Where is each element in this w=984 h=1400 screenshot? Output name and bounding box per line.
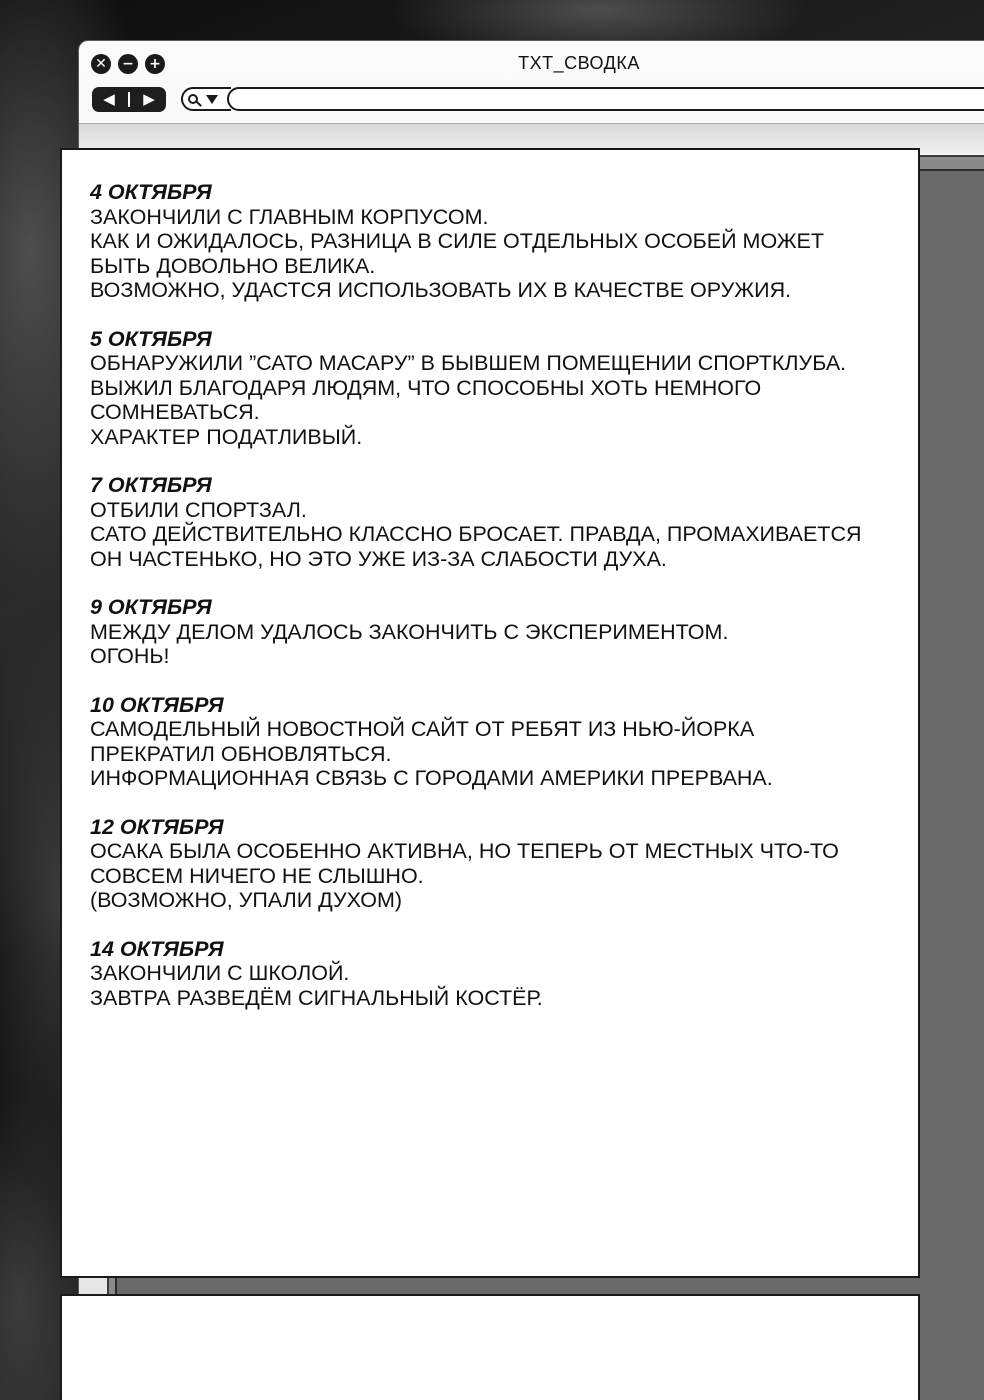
log-entry <box>90 473 920 571</box>
entry-line: ОТБИЛИ СПОРТЗАЛ. <box>90 497 307 522</box>
entry-line: ЗАВТРА РАЗВЕДЁМ СИГНАЛЬНЫЙ КОСТЁР. <box>90 985 543 1010</box>
entry-line: КАК И ОЖИДАЛОСЬ, РАЗНИЦА В СИЛЕ ОТДЕЛЬНЫХ ОСОБЕЙ МОЖЕТ <box>90 229 825 253</box>
window-title: TXT_СВОДКА <box>518 53 640 73</box>
close-icon[interactable]: ✕ <box>91 54 111 74</box>
entry-date: 14 ОКТЯБРЯ <box>90 936 224 961</box>
entry-line: ХАРАКТЕР ПОДАТЛИВЫЙ. <box>90 424 363 449</box>
entry-line: ОБНАРУЖИЛИ ”САТО МАСАРУ” В БЫВШЕМ ПОМЕЩЕНИИ СПОРТКЛУБА. <box>90 351 847 375</box>
entry-line: ИНФОРМАЦИОННАЯ СВЯЗЬ С ГОРОДАМИ АМЕРИКИ ПРЕРВАНА. <box>90 766 773 790</box>
next-document-page <box>60 1294 920 1400</box>
log-text <box>90 180 920 1034</box>
forward-arrow-icon[interactable]: ▶ <box>143 90 155 108</box>
log-entry <box>90 180 920 303</box>
nav-divider <box>128 92 130 107</box>
document-page <box>60 148 920 1278</box>
entry-date: 5 ОКТЯБРЯ <box>90 326 212 351</box>
search-menu-button[interactable] <box>181 87 231 111</box>
entry-line: СОВСЕМ НИЧЕГО НЕ СЛЫШНО. <box>90 863 424 888</box>
log-entry <box>90 693 920 791</box>
entry-line: ЗАКОНЧИЛИ С ГЛАВНЫМ КОРПУСОМ. <box>90 204 489 229</box>
dropdown-icon <box>206 95 218 104</box>
entry-line: САМОДЕЛЬНЫЙ НОВОСТНОЙ САЙТ ОТ РЕБЯТ ИЗ НЬЮ-ЙОРКА <box>90 717 755 741</box>
entry-date: 7 ОКТЯБРЯ <box>90 473 212 497</box>
maximize-icon[interactable]: + <box>145 54 165 74</box>
entry-line: СОМНЕВАТЬСЯ. <box>90 400 260 424</box>
entry-line: ОН ЧАСТЕНЬКО, НО ЭТО УЖЕ ИЗ-ЗА СЛАБОСТИ ДУХА. <box>90 546 667 571</box>
entry-date: 10 ОКТЯБРЯ <box>90 692 224 717</box>
title-bar <box>79 41 984 87</box>
address-input[interactable] <box>227 87 984 111</box>
entry-line: ЗАКОНЧИЛИ С ШКОЛОЙ. <box>90 961 350 985</box>
log-entry <box>90 327 920 450</box>
entry-line: ОГОНЬ! <box>90 644 170 668</box>
search-icon <box>188 94 198 104</box>
log-entry <box>90 937 920 1011</box>
entry-line: ОСАКА БЫЛА ОСОБЕННО АКТИВНА, НО ТЕПЕРЬ ОТ МЕСТНЫХ ЧТО-ТО <box>90 839 839 863</box>
nav-button-group <box>92 87 166 112</box>
entry-line: ВЫЖИЛ БЛАГОДАРЯ ЛЮДЯМ, ЧТО СПОСОБНЫ ХОТЬ НЕМНОГО <box>90 375 762 400</box>
minimize-icon[interactable]: − <box>118 54 138 74</box>
entry-line: БЫТЬ ДОВОЛЬНО ВЕЛИКА. <box>90 253 376 278</box>
entry-date: 4 ОКТЯБРЯ <box>90 180 212 204</box>
entry-line: ПРЕКРАТИЛ ОБНОВЛЯТЬСЯ. <box>90 741 392 766</box>
entry-line: САТО ДЕЙСТВИТЕЛЬНО КЛАССНО БРОСАЕТ. ПРАВДА, ПРОМАХИВАЕТСЯ <box>90 522 862 546</box>
entry-line: (ВОЗМОЖНО, УПАЛИ ДУХОМ) <box>90 888 403 912</box>
entry-date: 12 ОКТЯБРЯ <box>90 814 224 839</box>
log-entry <box>90 595 920 669</box>
entry-date: 9 ОКТЯБРЯ <box>90 595 212 619</box>
entry-line: ВОЗМОЖНО, УДАСТСЯ ИСПОЛЬЗОВАТЬ ИХ В КАЧЕСТВЕ ОРУЖИЯ. <box>90 278 792 302</box>
entry-line: МЕЖДУ ДЕЛОМ УДАЛОСЬ ЗАКОНЧИТЬ С ЭКСПЕРИМЕНТОМ. <box>90 619 729 644</box>
back-arrow-icon[interactable]: ◀ <box>103 90 115 108</box>
log-entry <box>90 815 920 913</box>
